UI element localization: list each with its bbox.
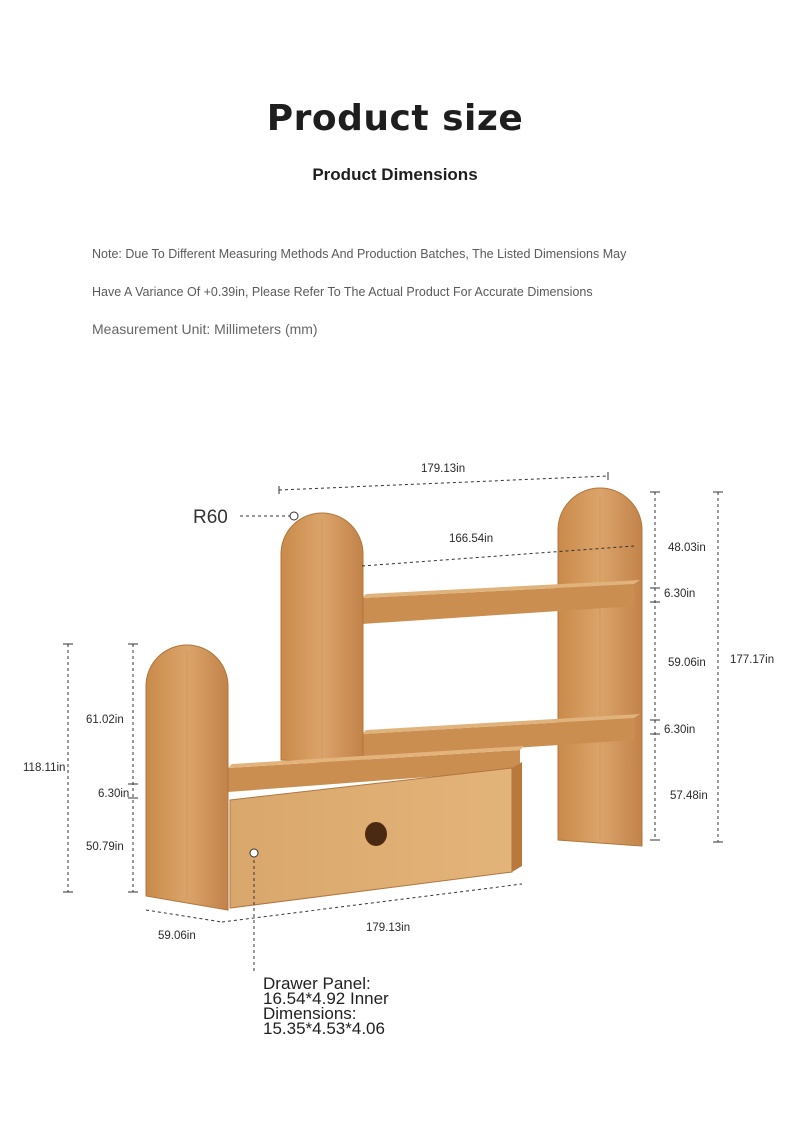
dim-right-shelf-thickness-2: 6.30in	[664, 724, 696, 736]
dim-right-shelf-thickness-1: 6.30in	[664, 588, 696, 600]
note-line-2: Have A Variance Of +0.39in, Please Refer To The Actual Product For Accurate Dimensions	[92, 285, 593, 299]
right-upright	[558, 488, 642, 846]
drawer-note-line-2: 16.54*4.92 Inner	[263, 989, 389, 1008]
dim-depth: 59.06in	[158, 930, 196, 942]
drawer-note-line-4: 15.35*4.53*4.06	[263, 1019, 385, 1038]
dim-left-total-height: 118.11in	[23, 762, 66, 774]
dim-left-shelf-thickness: 6.30in	[98, 788, 130, 800]
dim-right-mid-height: 59.06in	[668, 657, 706, 669]
dim-right-bottom-height: 57.48in	[670, 790, 708, 802]
dim-inner-width: 166.54in	[449, 533, 494, 545]
dim-bottom-width: 179.13in	[366, 922, 411, 934]
left-upright	[146, 645, 228, 910]
drawer-note-line-1: Drawer Panel:	[263, 974, 371, 993]
note-line-1: Note: Due To Different Measuring Methods And Production Batches, The Listed Dimensions May	[92, 247, 627, 261]
dim-right-total-height: 177.17in	[730, 654, 775, 666]
page-title: Product size	[266, 98, 524, 139]
dim-left-top-height: 61.02in	[86, 714, 124, 726]
dim-top-width: 179.13in	[421, 463, 466, 475]
drawer-panel-note	[263, 976, 389, 1036]
drawer-note-line-3: Dimensions:	[263, 1004, 357, 1023]
dim-right-top-height: 48.03in	[668, 542, 706, 554]
radius-label: R60	[193, 507, 228, 528]
measurement-unit: Measurement Unit: Millimeters (mm)	[92, 321, 318, 337]
page-subtitle: Product Dimensions	[312, 165, 478, 184]
dim-left-bottom-height: 50.79in	[86, 841, 124, 853]
middle-upright	[281, 513, 363, 764]
